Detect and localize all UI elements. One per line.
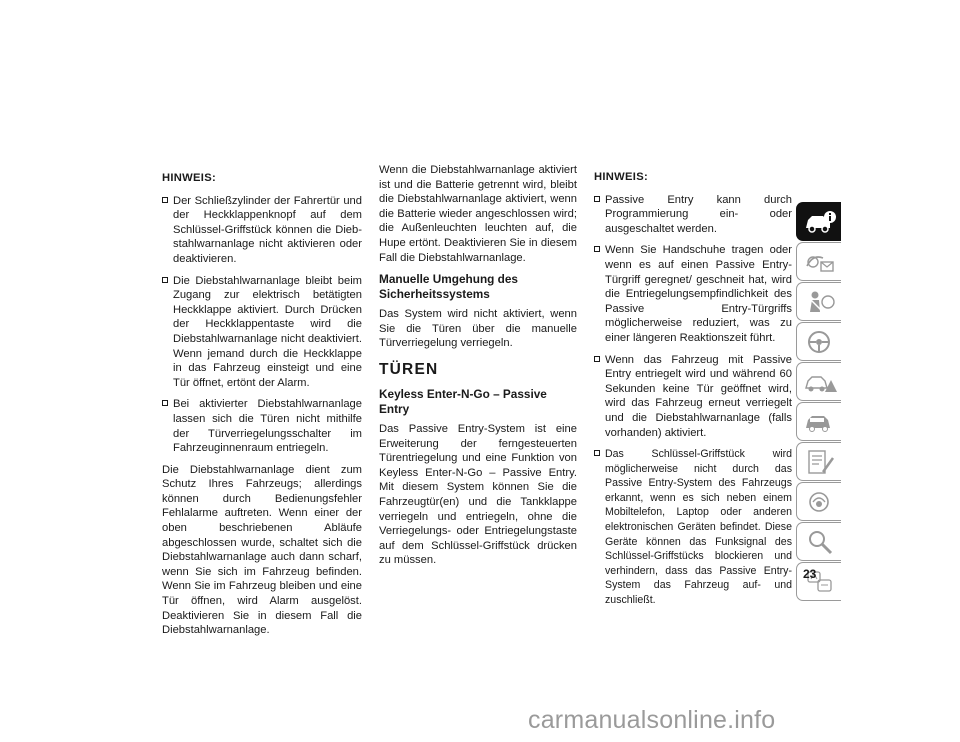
note-label: HINWEIS: bbox=[594, 171, 648, 183]
subheading: Manuelle Umgehung des Sicherheitssystems bbox=[379, 272, 518, 302]
page-number: 23 bbox=[803, 567, 817, 581]
bullet-item: Passive Entry kann durch Programmierung ein- oder ausgeschaltet werden. bbox=[594, 193, 792, 237]
body-paragraph: Das System wird nicht aktiviert, wenn Sie die Türen über die manuelle Türverriegelung verriegeln. bbox=[379, 308, 577, 350]
bullet-item: Das Schlüssel-Griffstück wird möglicherweise nicht durch das Passive Entry-System des Fahrzeugs erkannt, wenn es sich neben einem Mobiltelefon, Laptop oder anderen elektronischen Geräten befindet. Diese Geräte können das Funksignal des Schlüssel-Griffstücks blockieren und verhindern, dass das Passive Entry-System das Fahrzeug auf- und zuschließt. bbox=[594, 447, 792, 608]
column-left bbox=[162, 171, 362, 645]
tab-emergency[interactable] bbox=[796, 362, 841, 401]
column-middle bbox=[379, 163, 577, 575]
bullet-item: Wenn Sie Handschuhe tragen oder wenn es auf einen Passive Entry-Türgriff geregnet/ geschneit hat, wird die Entriegelungsempfindlichkeit des Passive Entry-Türgriffs möglicherweise reduziert, was zu einer längeren Reaktionszeit führt. bbox=[594, 243, 792, 345]
car-service-icon bbox=[803, 408, 837, 436]
note-label: HINWEIS: bbox=[162, 172, 216, 184]
note-bullet-list bbox=[162, 194, 362, 456]
watermark: carmanualsonline.info bbox=[528, 706, 776, 734]
checkbox-bullet-icon bbox=[162, 277, 168, 283]
tab-service[interactable] bbox=[796, 402, 841, 441]
bullet-item: Der Schließzylinder der Fahrertür und der Heckklappenknopf auf dem Schlüssel-Griffstück können die Diebstahlwarnanlage nicht aktivieren oder deaktivieren. bbox=[162, 194, 362, 267]
checkbox-bullet-icon bbox=[162, 197, 168, 203]
car-warning-icon bbox=[803, 368, 837, 396]
index-search-icon bbox=[803, 528, 837, 556]
checkbox-bullet-icon bbox=[162, 400, 168, 406]
checkbox-bullet-icon bbox=[594, 450, 600, 456]
checkbox-bullet-icon bbox=[594, 196, 600, 202]
body-paragraph: Wenn die Diebstahlwarnanlage aktiviert ist und die Batterie getrennt wird, bleibt die Diebstahlwarnanlage aktiviert, wenn die Batterie wieder angeschlossen wird; die Außenleuchten leuchten auf, die Hupe ertönt. Deaktivieren Sie in diesem Fall die Diebstahlwarnanlage. bbox=[379, 164, 577, 264]
body-paragraph: Das Passive Entry-System ist eine Erweiterung der ferngesteuerten Türentriegelung und eine Funktion von Keyless Enter-N-Go – Passive Entry. Mit diesem System können Sie die Fahrzeugtür(en) und die Tankklappe verriegeln und entriegeln, ohne die Verriegelungs- oder Entriegelungstaste auf dem Schlüssel-Griffstück drücken zu müssen. bbox=[379, 422, 577, 567]
tab-driving[interactable] bbox=[796, 322, 841, 361]
bullet-item: Die Diebstahlwarnanlage bleibt beim Zugang zur elektrisch betätigten Heckklappe aktiviert. Durch Drücken der Heckklappentaste wird die Diebstahlwarnanlage nicht deaktiviert. Wenn jemand durch die Heckklappe in das Fahrzeug einsteigt und eine Tür öffnet, ertönt der Alarm. bbox=[162, 274, 362, 391]
steering-wheel-icon bbox=[803, 328, 837, 356]
body-paragraph: Die Diebstahlwarnanlage dient zum Schutz Ihres Fahrzeugs; allerdings können durch Bedienungsfehler Fehlalarme auftreten. Wenn einer der oben beschriebenen Abläufe abgeschlossen wurde, schaltet sich die Diebstahlwarnanlage auch dann scharf, wenn Sie sich im Fahrzeug befinden. Wenn Sie im Fahrzeug bleiben und eine Tür öffnen, wird Alarm ausgelöst. Deaktivieren Sie in diesem Fall die Diebstahlwarnanlage. bbox=[162, 463, 362, 637]
seatbelt-safety-icon bbox=[803, 288, 837, 316]
tab-multimedia[interactable] bbox=[796, 482, 841, 521]
checkbox-bullet-icon bbox=[594, 356, 600, 362]
dashboard-warning-icon bbox=[803, 248, 837, 276]
tab-car-info[interactable] bbox=[796, 202, 841, 241]
bullet-item: Bei aktivierter Diebstahlwarnanlage lassen sich die Türen nicht mithilfe der Türverriegelungsschalter im Fahrzeuginnenraum entriegeln. bbox=[162, 397, 362, 455]
bullet-item: Wenn das Fahrzeug mit Passive Entry entriegelt wird und während 60 Sekunden keine Tür geöffnet wird, wird das Fahrzeug erneut verriegelt und die Diebstahlwarnanlage (falls vorhanden) aktiviert. bbox=[594, 353, 792, 441]
tab-dashboard-warning[interactable] bbox=[796, 242, 841, 281]
subheading: Keyless Enter-N-Go – Passive Entry bbox=[379, 386, 547, 416]
section-title: TÜREN bbox=[379, 360, 439, 378]
multimedia-icon bbox=[803, 488, 837, 516]
maintenance-schedule-icon bbox=[803, 448, 837, 476]
column-right bbox=[594, 170, 792, 615]
note-bullet-list bbox=[594, 193, 792, 608]
car-info-icon bbox=[803, 208, 837, 236]
tab-maintenance[interactable] bbox=[796, 442, 841, 481]
checkbox-bullet-icon bbox=[594, 246, 600, 252]
tab-index[interactable] bbox=[796, 522, 841, 561]
tab-safety[interactable] bbox=[796, 282, 841, 321]
